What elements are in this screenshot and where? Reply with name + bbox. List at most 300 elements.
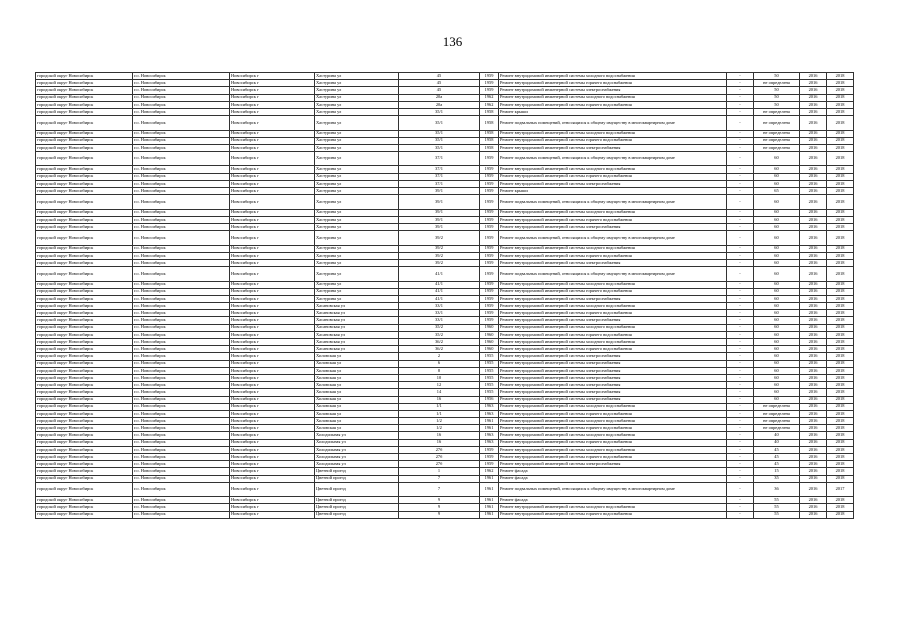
dash-cell: - xyxy=(727,180,754,187)
end-year-cell: 2018 xyxy=(827,188,854,195)
district-cell: г.о. Новосибирск xyxy=(133,231,230,245)
start-year-cell: 2016 xyxy=(800,461,827,468)
municipality-cell: городской округ Новосибирск xyxy=(36,367,133,374)
dash-cell: - xyxy=(727,331,754,338)
cost-cell: 60 xyxy=(754,331,800,338)
table-row xyxy=(36,195,854,209)
district-cell: г.о. Новосибирск xyxy=(133,137,230,144)
table-row xyxy=(36,475,854,482)
cost-cell: 60 xyxy=(754,231,800,245)
street-cell: Хастурина ул xyxy=(315,252,399,259)
street-cell: Хастурина ул xyxy=(315,180,399,187)
locality-cell: Новосибирск г xyxy=(230,259,315,266)
table-row xyxy=(36,166,854,173)
cost-cell: не определена xyxy=(754,137,800,144)
locality-cell: Новосибирск г xyxy=(230,80,315,87)
municipality-cell: городской округ Новосибирск xyxy=(36,173,133,180)
cost-cell: 60 xyxy=(754,252,800,259)
locality-cell: Новосибирск г xyxy=(230,504,315,511)
work-type-cell: Ремонт внутридомовой инженерной системы электроснабжения xyxy=(499,461,727,468)
municipality-cell: городской округ Новосибирск xyxy=(36,80,133,87)
street-cell: Хиловская ул xyxy=(315,410,399,417)
cost-cell: не определена xyxy=(754,108,800,115)
cost-cell: 60 xyxy=(754,353,800,360)
table-row xyxy=(36,259,854,266)
locality-cell: Новосибирск г xyxy=(230,180,315,187)
work-type-cell: Ремонт внутридомовой инженерной системы электроснабжения xyxy=(499,295,727,302)
start-year-cell: 2016 xyxy=(800,331,827,338)
house-number-cell: 39/1 xyxy=(399,223,480,230)
cost-cell: 35 xyxy=(754,475,800,482)
cost-cell: не определена xyxy=(754,403,800,410)
work-type-cell: Ремонт внутридомовой инженерной системы горячего водоснабжения xyxy=(499,439,727,446)
start-year-cell: 2016 xyxy=(800,346,827,353)
year-built-cell: 1962 xyxy=(480,94,499,101)
street-cell: Хиловская ул xyxy=(315,382,399,389)
street-cell: Хиловская ул xyxy=(315,418,399,425)
dash-cell: - xyxy=(727,101,754,108)
street-cell: Хасановская ул xyxy=(315,331,399,338)
street-cell: Холодильная ул xyxy=(315,432,399,439)
dash-cell: - xyxy=(727,188,754,195)
year-built-cell: 1959 xyxy=(480,281,499,288)
dash-cell: - xyxy=(727,446,754,453)
page-number: 136 xyxy=(442,34,463,49)
year-built-cell: 1959 xyxy=(480,173,499,180)
house-number-cell: 27б xyxy=(399,454,480,461)
locality-cell: Новосибирск г xyxy=(230,245,315,252)
municipality-cell: городской округ Новосибирск xyxy=(36,137,133,144)
municipality-cell: городской округ Новосибирск xyxy=(36,446,133,453)
start-year-cell: 2016 xyxy=(800,317,827,324)
year-built-cell: 1959 xyxy=(480,288,499,295)
street-cell: Хиловская ул xyxy=(315,353,399,360)
end-year-cell: 2018 xyxy=(827,303,854,310)
locality-cell: Новосибирск г xyxy=(230,410,315,417)
street-cell: Хастурина ул xyxy=(315,173,399,180)
start-year-cell: 2016 xyxy=(800,144,827,151)
work-type-cell: Ремонт внутридомовой инженерной системы горячего водоснабжения xyxy=(499,216,727,223)
district-cell: г.о. Новосибирск xyxy=(133,130,230,137)
locality-cell: Новосибирск г xyxy=(230,353,315,360)
start-year-cell: 2016 xyxy=(800,216,827,223)
dash-cell: - xyxy=(727,259,754,266)
start-year-cell: 2016 xyxy=(800,324,827,331)
table-row xyxy=(36,374,854,381)
dash-cell: - xyxy=(727,130,754,137)
end-year-cell: 2018 xyxy=(827,367,854,374)
district-cell: г.о. Новосибирск xyxy=(133,188,230,195)
municipality-cell: городской округ Новосибирск xyxy=(36,303,133,310)
district-cell: г.о. Новосибирск xyxy=(133,73,230,80)
year-built-cell: 1963 xyxy=(480,403,499,410)
year-built-cell: 1958 xyxy=(480,108,499,115)
work-type-cell: Ремонт внутридомовой инженерной системы холодного водоснабжения xyxy=(499,324,727,331)
work-type-cell: Ремонт внутридомовой инженерной системы холодного водоснабжения xyxy=(499,339,727,346)
dash-cell: - xyxy=(727,439,754,446)
house-number-cell: 12 xyxy=(399,382,480,389)
house-number-cell: 35/1 xyxy=(399,137,480,144)
street-cell: Цветной проезд xyxy=(315,497,399,504)
work-type-cell: Ремонт внутридомовой инженерной системы холодного водоснабжения xyxy=(499,446,727,453)
year-built-cell: 1958 xyxy=(480,137,499,144)
municipality-cell: городской округ Новосибирск xyxy=(36,288,133,295)
work-type-cell: Ремонт внутридомовой инженерной системы электроснабжения xyxy=(499,374,727,381)
start-year-cell: 2016 xyxy=(800,432,827,439)
municipality-cell: городской округ Новосибирск xyxy=(36,195,133,209)
dash-cell: - xyxy=(727,231,754,245)
year-built-cell: 1955 xyxy=(480,367,499,374)
street-cell: Цветной проезд xyxy=(315,482,399,496)
start-year-cell: 2016 xyxy=(800,195,827,209)
house-number-cell: 1/2 xyxy=(399,418,480,425)
year-built-cell: 1959 xyxy=(480,310,499,317)
year-built-cell: 1959 xyxy=(480,295,499,302)
locality-cell: Новосибирск г xyxy=(230,281,315,288)
table-row xyxy=(36,73,854,80)
dash-cell: - xyxy=(727,317,754,324)
locality-cell: Новосибирск г xyxy=(230,482,315,496)
dash-cell: - xyxy=(727,137,754,144)
table-body xyxy=(36,73,854,519)
end-year-cell: 2018 xyxy=(827,245,854,252)
start-year-cell: 2016 xyxy=(800,80,827,87)
work-type-cell: Ремонт внутридомовой инженерной системы электроснабжения xyxy=(499,353,727,360)
locality-cell: Новосибирск г xyxy=(230,432,315,439)
work-type-cell: Ремонт внутридомовой инженерной системы горячего водоснабжения xyxy=(499,288,727,295)
street-cell: Хастурина ул xyxy=(315,80,399,87)
year-built-cell: 1959 xyxy=(480,180,499,187)
municipality-cell: городской округ Новосибирск xyxy=(36,374,133,381)
table-row xyxy=(36,339,854,346)
cost-cell: 60 xyxy=(754,303,800,310)
cost-cell: 60 xyxy=(754,324,800,331)
locality-cell: Новосибирск г xyxy=(230,439,315,446)
cost-cell: 40 xyxy=(754,432,800,439)
municipality-cell: городской округ Новосибирск xyxy=(36,339,133,346)
district-cell: г.о. Новосибирск xyxy=(133,353,230,360)
locality-cell: Новосибирск г xyxy=(230,116,315,130)
house-number-cell: 45 xyxy=(399,73,480,80)
house-number-cell: 39/2 xyxy=(399,252,480,259)
end-year-cell: 2018 xyxy=(827,425,854,432)
house-number-cell: 39/2 xyxy=(399,245,480,252)
cost-cell: 60 xyxy=(754,346,800,353)
dash-cell: - xyxy=(727,374,754,381)
end-year-cell: 2018 xyxy=(827,461,854,468)
table-row xyxy=(36,367,854,374)
house-number-cell: 7 xyxy=(399,475,480,482)
end-year-cell: 2018 xyxy=(827,310,854,317)
year-built-cell: 1961 xyxy=(480,504,499,511)
start-year-cell: 2016 xyxy=(800,252,827,259)
table-row xyxy=(36,288,854,295)
work-type-cell: Ремонт крыши xyxy=(499,108,727,115)
house-number-cell: 16 xyxy=(399,432,480,439)
table-row xyxy=(36,144,854,151)
locality-cell: Новосибирск г xyxy=(230,152,315,166)
end-year-cell: 2018 xyxy=(827,267,854,281)
district-cell: г.о. Новосибирск xyxy=(133,454,230,461)
work-type-cell: Ремонт внутридомовой инженерной системы электроснабжения xyxy=(499,382,727,389)
start-year-cell: 2016 xyxy=(800,188,827,195)
dash-cell: - xyxy=(727,389,754,396)
municipality-cell: городской округ Новосибирск xyxy=(36,461,133,468)
start-year-cell: 2016 xyxy=(800,231,827,245)
cost-cell: 40 xyxy=(754,439,800,446)
house-number-cell: 33/1 xyxy=(399,310,480,317)
table-row xyxy=(36,87,854,94)
cost-cell: 60 xyxy=(754,317,800,324)
year-built-cell: 1958 xyxy=(480,130,499,137)
locality-cell: Новосибирск г xyxy=(230,461,315,468)
start-year-cell: 2016 xyxy=(800,511,827,518)
municipality-cell: городской округ Новосибирск xyxy=(36,511,133,518)
work-type-cell: Ремонт внутридомовой инженерной системы электроснабжения xyxy=(499,317,727,324)
dash-cell: - xyxy=(727,195,754,209)
work-type-cell: Ремонт внутридомовой инженерной системы горячего водоснабжения xyxy=(499,331,727,338)
work-type-cell: Ремонт внутридомовой инженерной системы горячего водоснабжения xyxy=(499,310,727,317)
year-built-cell: 1956 xyxy=(480,396,499,403)
street-cell: Хасановская ул xyxy=(315,339,399,346)
end-year-cell: 2018 xyxy=(827,432,854,439)
start-year-cell: 2016 xyxy=(800,374,827,381)
table-row xyxy=(36,94,854,101)
work-type-cell: Ремонт внутридомовой инженерной системы электроснабжения xyxy=(499,396,727,403)
house-number-cell: 35/2 xyxy=(399,324,480,331)
start-year-cell: 2016 xyxy=(800,367,827,374)
year-built-cell: 1959 xyxy=(480,223,499,230)
cost-cell: 60 xyxy=(754,389,800,396)
cost-cell: 60 xyxy=(754,180,800,187)
end-year-cell: 2018 xyxy=(827,259,854,266)
year-built-cell: 1959 xyxy=(480,166,499,173)
end-year-cell: 2018 xyxy=(827,389,854,396)
dash-cell: - xyxy=(727,468,754,475)
street-cell: Хастурина ул xyxy=(315,195,399,209)
district-cell: г.о. Новосибирск xyxy=(133,259,230,266)
dash-cell: - xyxy=(727,346,754,353)
work-type-cell: Ремонт внутридомовой инженерной системы горячего водоснабжения xyxy=(499,137,727,144)
house-number-cell: 9 xyxy=(399,504,480,511)
end-year-cell: 2018 xyxy=(827,446,854,453)
district-cell: г.о. Новосибирск xyxy=(133,310,230,317)
work-type-cell: Ремонт подвальных помещений, относящихся к общему имуществу в многоквартирном доме xyxy=(499,482,727,496)
start-year-cell: 2016 xyxy=(800,152,827,166)
cost-cell: 45 xyxy=(754,446,800,453)
end-year-cell: 2018 xyxy=(827,497,854,504)
house-number-cell: 39/1 xyxy=(399,209,480,216)
work-type-cell: Ремонт внутридомовой инженерной системы холодного водоснабжения xyxy=(499,418,727,425)
table-row xyxy=(36,231,854,245)
start-year-cell: 2016 xyxy=(800,360,827,367)
start-year-cell: 2016 xyxy=(800,288,827,295)
dash-cell: - xyxy=(727,173,754,180)
locality-cell: Новосибирск г xyxy=(230,425,315,432)
house-number-cell: 6 xyxy=(399,360,480,367)
year-built-cell: 1959 xyxy=(480,231,499,245)
locality-cell: Новосибирск г xyxy=(230,188,315,195)
street-cell: Хасановская ул xyxy=(315,317,399,324)
end-year-cell: 2018 xyxy=(827,144,854,151)
street-cell: Холодильная ул xyxy=(315,439,399,446)
dash-cell: - xyxy=(727,382,754,389)
table-row xyxy=(36,425,854,432)
dash-cell: - xyxy=(727,353,754,360)
cost-cell: 60 xyxy=(754,195,800,209)
house-number-cell: 41/1 xyxy=(399,267,480,281)
start-year-cell: 2016 xyxy=(800,116,827,130)
locality-cell: Новосибирск г xyxy=(230,101,315,108)
end-year-cell: 2018 xyxy=(827,209,854,216)
cost-cell: 60 xyxy=(754,166,800,173)
work-type-cell: Ремонт внутридомовой инженерной системы электроснабжения xyxy=(499,367,727,374)
start-year-cell: 2016 xyxy=(800,108,827,115)
street-cell: Хиловская ул xyxy=(315,403,399,410)
locality-cell: Новосибирск г xyxy=(230,223,315,230)
district-cell: г.о. Новосибирск xyxy=(133,267,230,281)
house-number-cell: 36/2 xyxy=(399,339,480,346)
cost-cell: не определена xyxy=(754,130,800,137)
start-year-cell: 2016 xyxy=(800,382,827,389)
municipality-cell: городской округ Новосибирск xyxy=(36,259,133,266)
start-year-cell: 2016 xyxy=(800,482,827,496)
district-cell: г.о. Новосибирск xyxy=(133,360,230,367)
house-number-cell: 39/2 xyxy=(399,231,480,245)
municipality-cell: городской округ Новосибирск xyxy=(36,188,133,195)
district-cell: г.о. Новосибирск xyxy=(133,216,230,223)
municipality-cell: городской округ Новосибирск xyxy=(36,475,133,482)
work-type-cell: Ремонт внутридомовой инженерной системы горячего водоснабжения xyxy=(499,454,727,461)
street-cell: Холодильная ул xyxy=(315,454,399,461)
locality-cell: Новосибирск г xyxy=(230,418,315,425)
municipality-cell: городской округ Новосибирск xyxy=(36,346,133,353)
end-year-cell: 2018 xyxy=(827,252,854,259)
locality-cell: Новосибирск г xyxy=(230,173,315,180)
cost-cell: не определена xyxy=(754,116,800,130)
municipality-cell: городской округ Новосибирск xyxy=(36,130,133,137)
table-row xyxy=(36,353,854,360)
street-cell: Хастурина ул xyxy=(315,295,399,302)
end-year-cell: 2018 xyxy=(827,94,854,101)
end-year-cell: 2018 xyxy=(827,216,854,223)
municipality-cell: городской округ Новосибирск xyxy=(36,166,133,173)
table-row xyxy=(36,396,854,403)
municipality-cell: городской округ Новосибирск xyxy=(36,396,133,403)
year-built-cell: 1962 xyxy=(480,468,499,475)
end-year-cell: 2018 xyxy=(827,475,854,482)
street-cell: Цветной проезд xyxy=(315,511,399,518)
year-built-cell: 1961 xyxy=(480,497,499,504)
locality-cell: Новосибирск г xyxy=(230,511,315,518)
dash-cell: - xyxy=(727,432,754,439)
start-year-cell: 2016 xyxy=(800,353,827,360)
end-year-cell: 2018 xyxy=(827,331,854,338)
dash-cell: - xyxy=(727,209,754,216)
end-year-cell: 2018 xyxy=(827,396,854,403)
start-year-cell: 2016 xyxy=(800,209,827,216)
table-row xyxy=(36,454,854,461)
year-built-cell: 1955 xyxy=(480,360,499,367)
work-type-cell: Ремонт внутридомовой инженерной системы электроснабжения xyxy=(499,180,727,187)
municipality-cell: городской округ Новосибирск xyxy=(36,267,133,281)
year-built-cell: 1959 xyxy=(480,188,499,195)
year-built-cell: 1960 xyxy=(480,346,499,353)
work-type-cell: Ремонт подвальных помещений, относящихся к общему имуществу в многоквартирном доме xyxy=(499,152,727,166)
start-year-cell: 2016 xyxy=(800,87,827,94)
district-cell: г.о. Новосибирск xyxy=(133,425,230,432)
dash-cell: - xyxy=(727,360,754,367)
repair-schedule-table xyxy=(35,72,854,519)
end-year-cell: 2018 xyxy=(827,403,854,410)
year-built-cell: 1959 xyxy=(480,216,499,223)
end-year-cell: 2018 xyxy=(827,454,854,461)
house-number-cell: 35/1 xyxy=(399,130,480,137)
year-built-cell: 1961 xyxy=(480,482,499,496)
district-cell: г.о. Новосибирск xyxy=(133,209,230,216)
street-cell: Хастурина ул xyxy=(315,144,399,151)
dash-cell: - xyxy=(727,252,754,259)
cost-cell: не определена xyxy=(754,418,800,425)
district-cell: г.о. Новосибирск xyxy=(133,511,230,518)
street-cell: Хастурина ул xyxy=(315,216,399,223)
year-built-cell: 1960 xyxy=(480,331,499,338)
work-type-cell: Ремонт крыши xyxy=(499,188,727,195)
municipality-cell: городской округ Новосибирск xyxy=(36,389,133,396)
street-cell: Хиловская ул xyxy=(315,389,399,396)
locality-cell: Новосибирск г xyxy=(230,497,315,504)
street-cell: Хастурина ул xyxy=(315,281,399,288)
work-type-cell: Ремонт внутридомовой инженерной системы холодного водоснабжения xyxy=(499,504,727,511)
cost-cell: 60 xyxy=(754,295,800,302)
district-cell: г.о. Новосибирск xyxy=(133,87,230,94)
work-type-cell: Ремонт внутридомовой инженерной системы холодного водоснабжения xyxy=(499,209,727,216)
street-cell: Хастурина ул xyxy=(315,288,399,295)
start-year-cell: 2016 xyxy=(800,339,827,346)
municipality-cell: городской округ Новосибирск xyxy=(36,295,133,302)
table-row xyxy=(36,216,854,223)
street-cell: Хастурина ул xyxy=(315,108,399,115)
street-cell: Холодильная ул xyxy=(315,461,399,468)
work-type-cell: Ремонт внутридомовой инженерной системы холодного водоснабжения xyxy=(499,281,727,288)
street-cell: Цветной проезд xyxy=(315,475,399,482)
house-number-cell: 27б xyxy=(399,461,480,468)
work-type-cell: Ремонт внутридомовой инженерной системы холодного водоснабжения xyxy=(499,245,727,252)
municipality-cell: городской округ Новосибирск xyxy=(36,252,133,259)
locality-cell: Новосибирск г xyxy=(230,446,315,453)
table-row xyxy=(36,267,854,281)
district-cell: г.о. Новосибирск xyxy=(133,152,230,166)
house-number-cell: 37/1 xyxy=(399,173,480,180)
locality-cell: Новосибирск г xyxy=(230,317,315,324)
district-cell: г.о. Новосибирск xyxy=(133,324,230,331)
dash-cell: - xyxy=(727,87,754,94)
work-type-cell: Ремонт подвальных помещений, относящихся к общему имуществу в многоквартирном доме xyxy=(499,267,727,281)
street-cell: Хастурина ул xyxy=(315,94,399,101)
end-year-cell: 2018 xyxy=(827,288,854,295)
house-number-cell: 10 xyxy=(399,374,480,381)
table-row xyxy=(36,324,854,331)
municipality-cell: городской округ Новосибирск xyxy=(36,223,133,230)
year-built-cell: 1961 xyxy=(480,425,499,432)
locality-cell: Новосибирск г xyxy=(230,339,315,346)
house-number-cell: 1/2 xyxy=(399,425,480,432)
locality-cell: Новосибирск г xyxy=(230,468,315,475)
locality-cell: Новосибирск г xyxy=(230,137,315,144)
dash-cell: - xyxy=(727,108,754,115)
municipality-cell: городской округ Новосибирск xyxy=(36,94,133,101)
street-cell: Хастурина ул xyxy=(315,267,399,281)
